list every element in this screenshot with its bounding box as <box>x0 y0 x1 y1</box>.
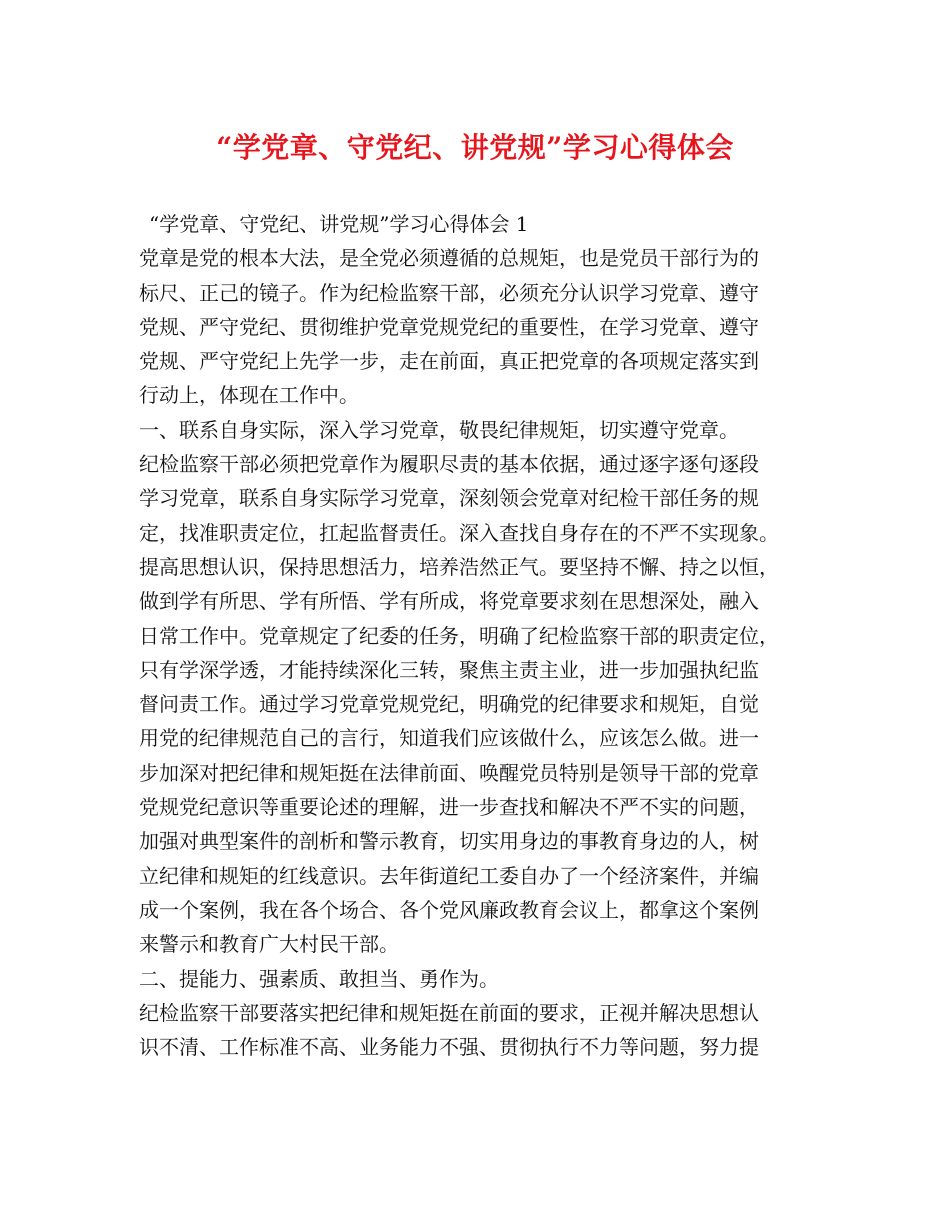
body-line: 提高思想认识，保持思想活力，培养浩然正气。要坚持不懈、持之以恒， <box>139 554 779 579</box>
section-subtitle: “学党章、守党纪、讲党规”学习心得体会 1 <box>149 212 529 236</box>
body-line: 用党的纪律规范自己的言行，知道我们应该做什么，应该怎么做。进一 <box>139 726 759 751</box>
body-line: 纪检监察干部要落实把纪律和规矩挺在前面的要求，正视并解决思想认 <box>139 1000 759 1025</box>
document-title: “学党章、守党纪、讲党规”学习心得体会 <box>216 131 734 164</box>
body-line: 成一个案例，我在各个场合、各个党风廉政教育会议上，都拿这个案例 <box>139 897 759 922</box>
body-line: 日常工作中。党章规定了纪委的任务，明确了纪检监察干部的职责定位， <box>139 623 779 648</box>
body-line: 学习党章，联系自身实际学习党章，深刻领会党章对纪检干部任务的规 <box>139 486 759 511</box>
body-line: 步加深对把纪律和规矩挺在法律前面、唤醒党员特别是领导干部的党章 <box>139 760 759 785</box>
body-line: 定，找准职责定位，扛起监督责任。深入查找自身存在的不严不实现象。 <box>139 520 779 545</box>
body-line: 加强对典型案件的剖析和警示教育，切实用身边的事教育身边的人，树 <box>139 829 759 854</box>
document-body <box>139 207 839 1064</box>
body-line: 立纪律和规矩的红线意识。去年街道纪工委自办了一个经济案件，并编 <box>139 863 759 888</box>
body-line: 做到学有所思、学有所悟、学有所成，将党章要求刻在思想深处，融入 <box>139 589 759 614</box>
body-line: 党章是党的根本大法，是全党必须遵循的总规矩，也是党员干部行为的 <box>139 246 759 271</box>
body-line: 识不清、工作标准不高、业务能力不强、贯彻执行不力等问题，努力提 <box>139 1035 759 1060</box>
body-line: 督问责工作。通过学习党章党规党纪，明确党的纪律要求和规矩，自觉 <box>139 692 759 717</box>
body-line: 党规、严守党纪、贯彻维护党章党规党纪的重要性，在学习党章、遵守 <box>139 314 759 339</box>
body-line: 来警示和教育广大村民干部。 <box>139 932 399 957</box>
body-line: 党规、严守党纪上先学一步，走在前面，真正把党章的各项规定落实到 <box>139 349 759 374</box>
body-line: 纪检监察干部必须把党章作为履职尽责的基本依据，通过逐字逐句逐段 <box>139 452 759 477</box>
body-line: 标尺、正己的镜子。作为纪检监察干部，必须充分认识学习党章、遵守 <box>139 280 759 305</box>
body-line: 只有学深学透，才能持续深化三转，聚焦主责主业，进一步加强执纪监 <box>139 657 759 682</box>
body-line: 行动上，体现在工作中。 <box>139 383 359 408</box>
section-heading-1: 一、联系自身实际，深入学习党章，敬畏纪律规矩，切实遵守党章。 <box>139 417 739 442</box>
section-heading-2: 二、提能力、强素质、敢担当、勇作为。 <box>139 966 499 991</box>
body-line: 党规党纪意识等重要论述的理解，进一步查找和解决不严不实的问题， <box>139 795 759 820</box>
